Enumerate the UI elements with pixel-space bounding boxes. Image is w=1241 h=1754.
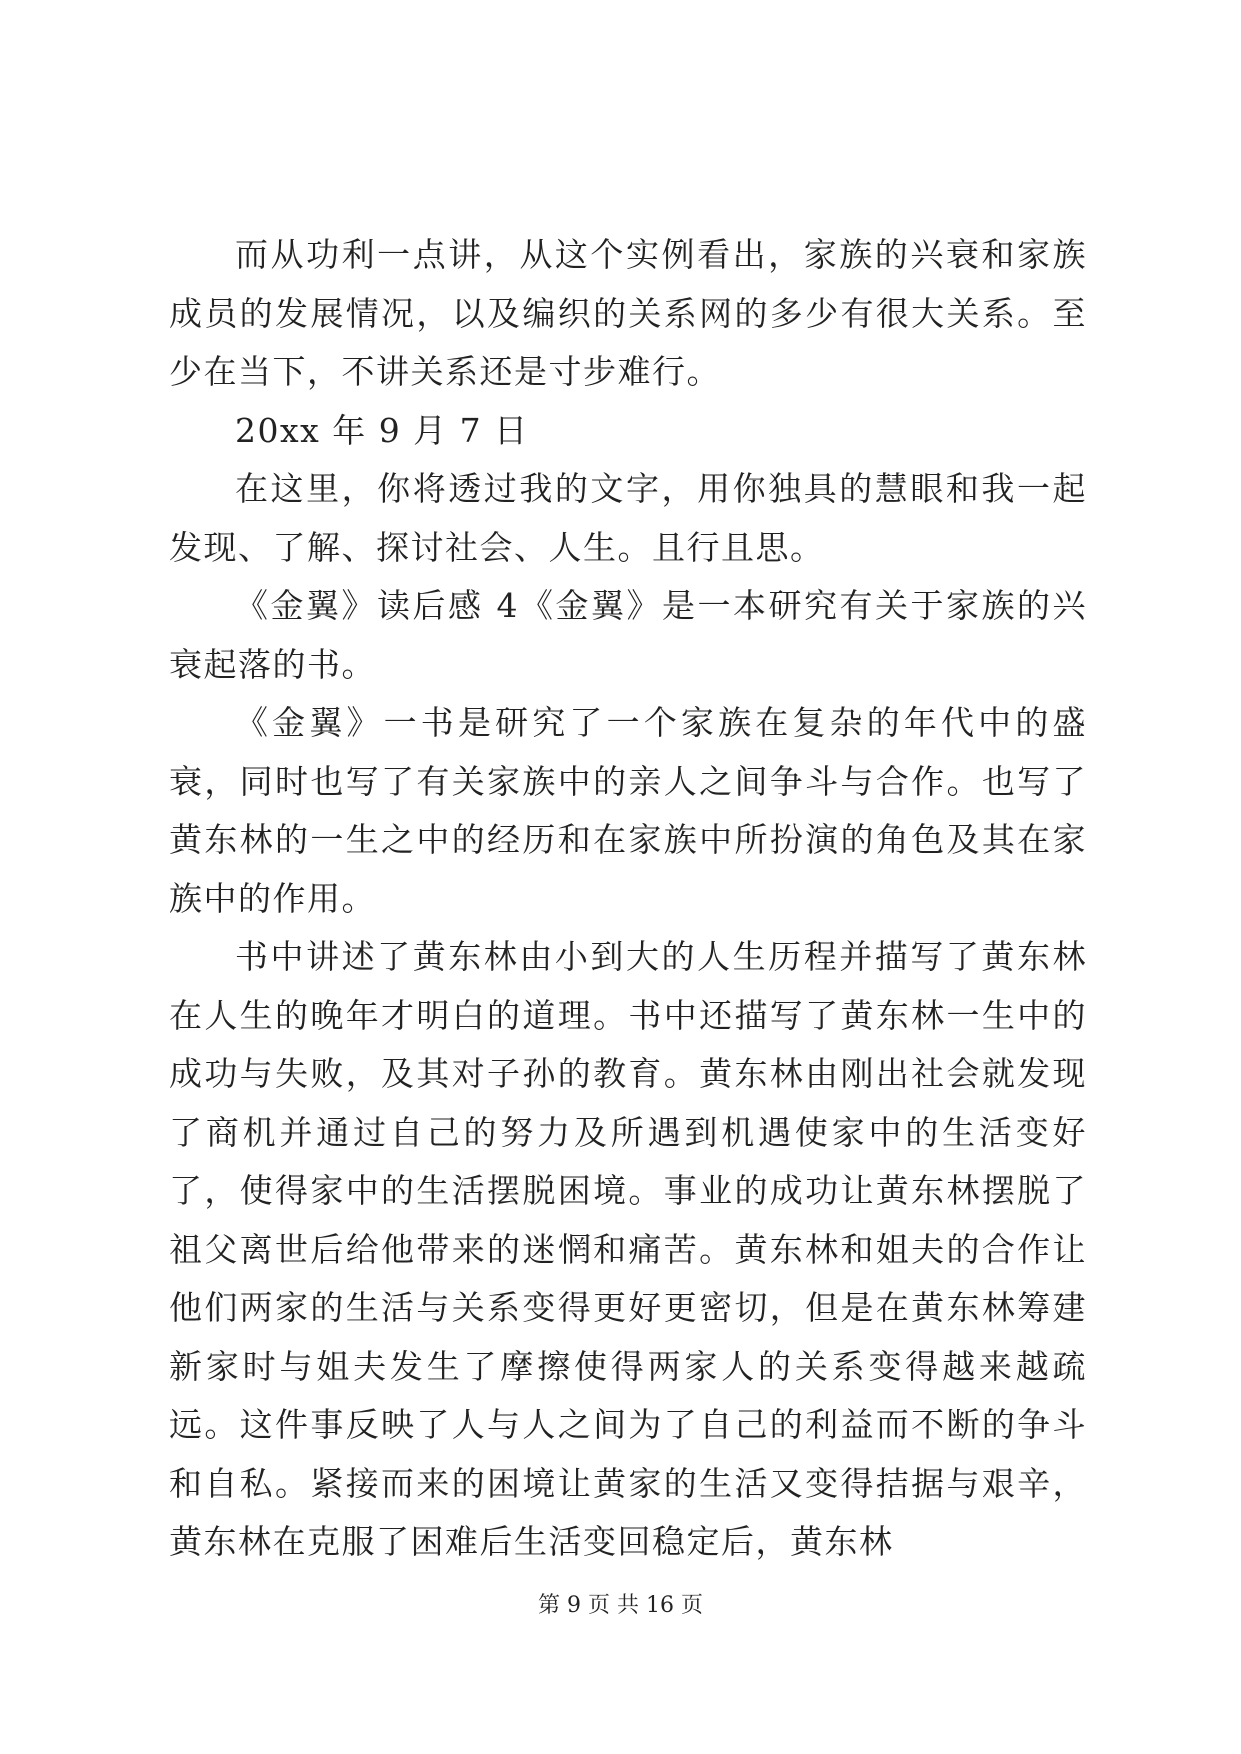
paragraph-4: 《金翼》读后感 4《金翼》是一本研究有关于家族的兴衰起落的书。 — [169, 586, 1087, 684]
paragraph-date: 20xx 年 9 月 7 日 — [235, 410, 529, 450]
paragraph-5: 《金翼》一书是研究了一个家族在复杂的年代中的盛衰，同时也写了有关家族中的亲人之间争斗与合作。也写了黄东林的一生之中的经历和在家族中所扮演的角色及其在家族中的作用。 — [169, 703, 1087, 918]
page-footer — [0, 1592, 1241, 1620]
paragraph-6: 书中讲述了黄东林由小到大的人生历程并描写了黄东林在人生的晚年才明白的道理。书中还描写了黄东林一生中的成功与失败，及其对子孙的教育。黄东林由刚出社会就发现了商机并通过自己的努力及所遇到机遇使家中的生活变好了，使得家中的生活摆脱困境。事业的成功让黄东林摆脱了祖父离世后给他带来的迷惘和痛苦。黄东林和姐夫的合作让他们两家的生活与关系变得更好更密切，但是在黄东林筹建新家时与姐夫发生了摩擦使得两家人的关系变得越来越疏远。这件事反映了人与人之间为了自己的利益而不断的争斗和自私。紧接而来的困境让黄家的生活又变得拮据与艰辛，黄东林在克服了困难后生活变回稳定后，黄东林 — [169, 937, 1087, 1561]
document-body — [169, 226, 1087, 1572]
page-number-label: 第 9 页 共 16 页 — [538, 1593, 703, 1618]
paragraph-1: 而从功利一点讲，从这个实例看出，家族的兴衰和家族成员的发展情况，以及编织的关系网的多少有很大关系。至少在当下，不讲关系还是寸步难行。 — [169, 235, 1087, 391]
paragraph-3: 在这里，你将透过我的文字，用你独具的慧眼和我一起发现、了解、探讨社会、人生。且行且思。 — [169, 469, 1087, 567]
